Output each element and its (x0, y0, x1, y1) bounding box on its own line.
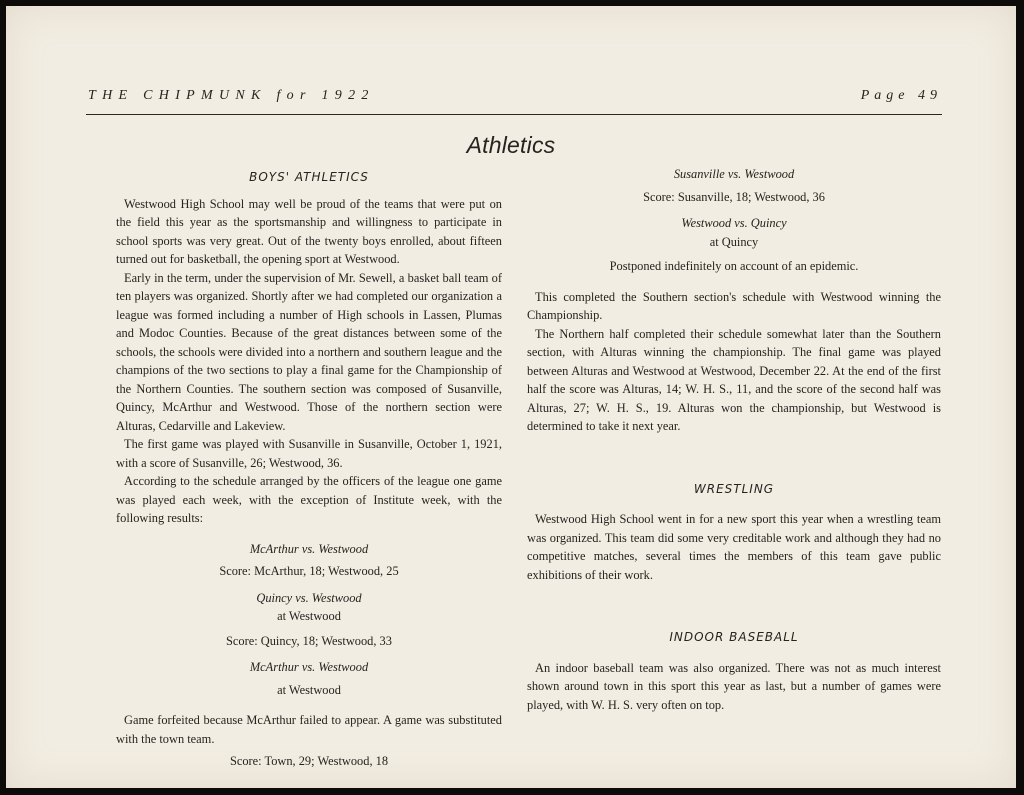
forfeit-paragraph: Game forfeited because McArthur failed to appear. A game was substituted with the town team. (116, 713, 502, 746)
boys-paragraph-3: The first game was played with Susanville in Susanville, October 1, 1921, with a score of Susanville, 26; Westwood, 36. (116, 437, 502, 470)
game-1-score: Score: McArthur, 18; Westwood, 25 (219, 564, 399, 578)
game-1-title: McArthur vs. Westwood (249, 541, 369, 556)
game-2-score: Score: Quincy, 18; Westwood, 33 (226, 633, 392, 648)
yearbook-page (6, 6, 1016, 788)
town-game-score: Score: Town, 29; Westwood, 18 (229, 754, 389, 768)
southern-section-paragraph: This completed the Southern section's schedule with Westwood winning the Championship. (527, 289, 941, 322)
game-5-title: Westwood vs. Quincy (681, 216, 787, 230)
boys-paragraph-1: Westwood High School may well be proud of the teams that were put on the field this year as the sportsmanship and willingness to participate in school sports was very great. Out of the twenty boys enrolled, about fifteen turned out for basketball, the opening sport at Westwood. (116, 196, 502, 266)
indoor-baseball-heading: INDOOR BASEBALL (669, 630, 799, 644)
indoor-baseball-paragraph: An indoor baseball team was also organized. There was not as much interest shown around town in this sport this year as last, but a number of games were played, with W. H. S. very often on top. (527, 660, 941, 712)
left-column (116, 162, 502, 771)
game-4-title: Susanville vs. Westwood (673, 167, 795, 181)
game-3-place: at Westwood (277, 682, 341, 697)
publication-title: THE CHIPMUNK for 1922 (88, 88, 375, 103)
game-5-note: Postponed indefinitely on account of an epidemic. (609, 259, 859, 273)
game-2-title: Quincy vs. Westwood (256, 590, 362, 605)
game-4-score: Score: Susanville, 18; Westwood, 36 (643, 189, 825, 204)
wrestling-heading: WRESTLING (693, 481, 775, 496)
game-2-place: at Westwood (277, 609, 341, 623)
page-number: Page 49 (860, 88, 942, 103)
boys-athletics-heading: BOYS' ATHLETICS (249, 170, 369, 184)
wrestling-paragraph: Westwood High School went in for a new sport this year when a wrestling team was organized. This team did some very creditable work and although they had no competitive matches, several times the members of this team gave public exhibitions of their work. (527, 512, 941, 582)
northern-section-paragraph: The Northern half completed their schedule somewhat later than the Southern section, with Alturas winning the championship. The final game was played between Alturas and Westwood at Westwood, December 22. At the end of the first half the score was Alturas, 14; W. H. S., 11, and the score of the second half was Alturas, 27; W. H. S., 19. Alturas won the championship, but Westwood is determined to take it next year. (527, 326, 941, 433)
boys-paragraph-4: According to the schedule arranged by the officers of the league one game was played each week, with the exception of Institute week, with the following results: (116, 474, 502, 525)
game-3-title: McArthur vs. Westwood (249, 660, 369, 674)
page-header (86, 84, 942, 115)
page-title: Athletics (466, 132, 556, 158)
game-5-place: at Quincy (709, 234, 759, 249)
right-column (527, 162, 941, 714)
boys-paragraph-2: Early in the term, under the supervision of Mr. Sewell, a basket ball team of ten players was organized. Shortly after we had completed our organization a league was formed including a number of High schools in Lassen, Plumas and Modoc Counties. Because of the great distances between some of the schools, the schools were divided into a northern and southern league and the champions of the two sections to play a final game for the Championship of the Northern Counties. The southern section was composed of Susanville, Quincy, McArthur and Westwood. Those of the northern section were Alturas, Cedarville and Lakeview. (116, 270, 502, 433)
